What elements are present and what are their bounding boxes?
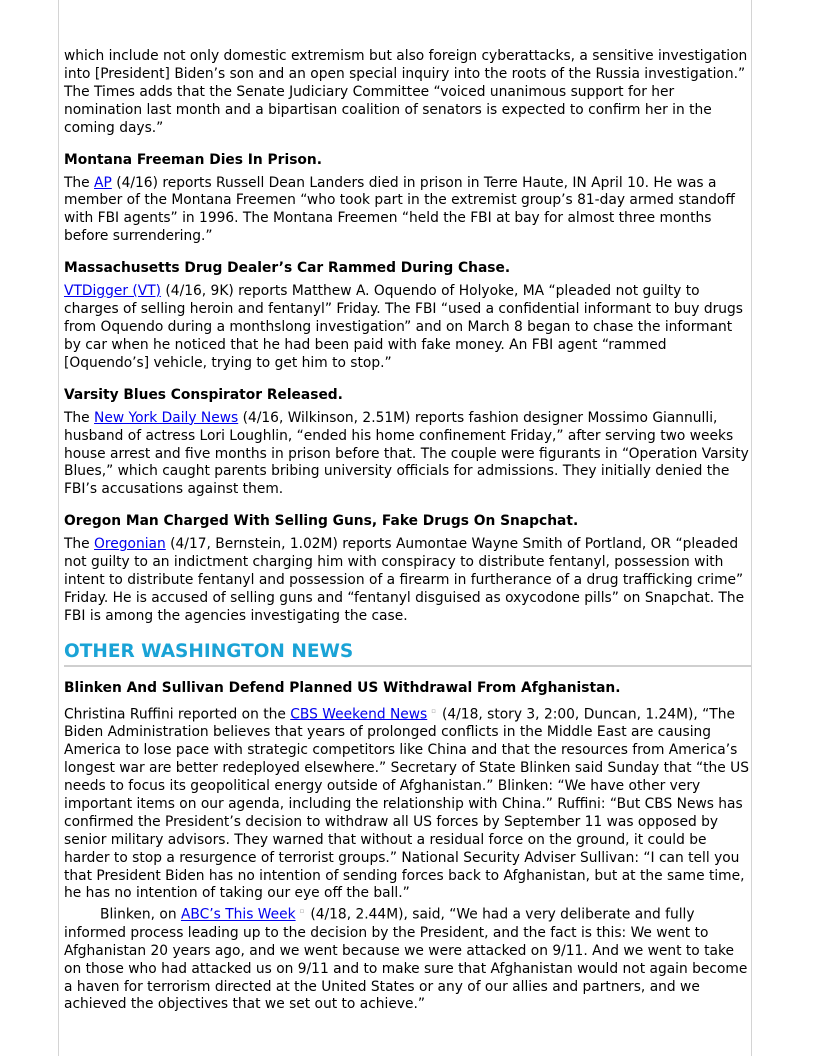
source-link-abc[interactable]: ABC’s This Week [180, 906, 296, 923]
article-headline: Varsity Blues Conspirator Released. [64, 386, 343, 403]
article-body: VTDigger (VT) (4/16, 9K) reports Matthew A. Oquendo of Holyoke, MA “pleaded not guilty to charges of selling heroin and fentanyl” Friday. The FBI “used a confidential informant to buy drugs from Oquendo during a monthslong investigation” and on March 8 began to chase the informant by car when he noticed that he had been paid with fake money. An FBI agent “rammed [Oquendo’s] vehicle, trying to get him to stop.” [64, 283, 743, 371]
source-link-ny-daily-news[interactable]: New York Daily News [94, 409, 239, 426]
article-body: The Oregonian (4/17, Bernstein, 1.02M) reports Aumontae Wayne Smith of Portland, OR “pleaded not guilty to an indictment charging him with conspiracy to distribute fentanyl, possession with intent to distribute fentanyl and possession of a firearm in furtherance of a drug trafficking crime” Friday. He is accused of selling guns and “fentanyl disguised as oxycodone pills” on Snapchat. The FBI is among the agencies investigating the case. [64, 536, 745, 624]
source-link-vtdigger[interactable]: VTDigger (VT) [64, 283, 162, 300]
article-body: Blinken, on ABC’s This Week ▫ (4/18, 2.44M), said, “We had a very deliberate and fully informed process leading up to the decision by the President, and the fact is this: We went to Afghanistan 20 years ago, and we went because we were attacked on 9/11. And we went to take on those who had attacked us on 9/11 and to make sure that Afghanistan would not again become a haven for terrorism directed at the United States or any of our allies and partners, and we achieved the objectives that we set out to achieve.” [64, 906, 748, 1013]
article-body: Christina Ruffini reported on the CBS Weekend News ▫ (4/18, story 3, 2:00, Duncan, 1.24M), “The Biden Administration believes that years of prolonged conflicts in the Middle East are causing America to lose pace with strategic competitors like China and that the resources from America’s longest war are better redeployed elsewhere.” Secretary of State Blinken said Sunday that “the US needs to focus its geopolitical energy outside of Afghanistan.” Blinken: “We have other very important items on our agenda, including the relationship with China.” Ruffini: “But CBS News has confirmed the President’s decision to withdraw all US forces by September 11 was opposed by senior military advisors. They warned that without a residual force on the ground, it could be harder to stop a resurgence of terrorist groups.” National Security Adviser Sullivan: “I can tell you that President Biden has no intention of sending forces back to Afghanistan, but at the same time, he has no intention of taking our eye off the ball.” [64, 706, 749, 902]
media-marker-icon: ▫ [299, 907, 305, 916]
section-title: OTHER WASHINGTON NEWS [64, 640, 751, 667]
media-marker-icon: ▫ [431, 706, 436, 715]
source-link-ap[interactable]: AP [94, 174, 112, 191]
article-headline: Massachusetts Drug Dealer’s Car Rammed During Chase. [64, 260, 511, 277]
article-headline: Oregon Man Charged With Selling Guns, Fake Drugs On Snapchat. [64, 513, 579, 530]
article-body: The New York Daily News (4/16, Wilkinson, 2.51M) reports fashion designer Mossimo Giannulli, husband of actress Lori Loughlin, “ended his home confinement Friday,” after serving two weeks house arrest and five months in prison before that. The couple were figurants in “Operation Varsity Blues,” which caught parents bribing university officials for admissions. They initially denied the FBI’s accusations against them. [64, 409, 749, 498]
intro-paragraph: which include not only domestic extremism but also foreign cyberattacks, a sensitive investigation into [President] Biden’s son and an open special inquiry into the roots of the Russia investigation.” The Times adds that the Senate Judiciary Committee “voiced unanimous support for her nomination last month and a bipartisan coalition of senators is expected to confirm her in the coming days.” [64, 48, 748, 136]
source-link-oregonian[interactable]: Oregonian [94, 536, 166, 553]
document-page [58, 0, 752, 1056]
source-link-cbs[interactable]: CBS Weekend News [290, 706, 428, 723]
article-headline: Montana Freeman Dies In Prison. [64, 151, 322, 168]
article-body: The AP (4/16) reports Russell Dean Landers died in prison in Terre Haute, IN April 10. He was a member of the Montana Freemen “who took part in the extremist group’s 81-day armed standoff with FBI agents” in 1996. The Montana Freemen “held the FBI at bay for almost three months before surrendering.” [64, 174, 735, 245]
article-headline: Blinken And Sullivan Defend Planned US Withdrawal From Afghanistan. [64, 679, 621, 696]
